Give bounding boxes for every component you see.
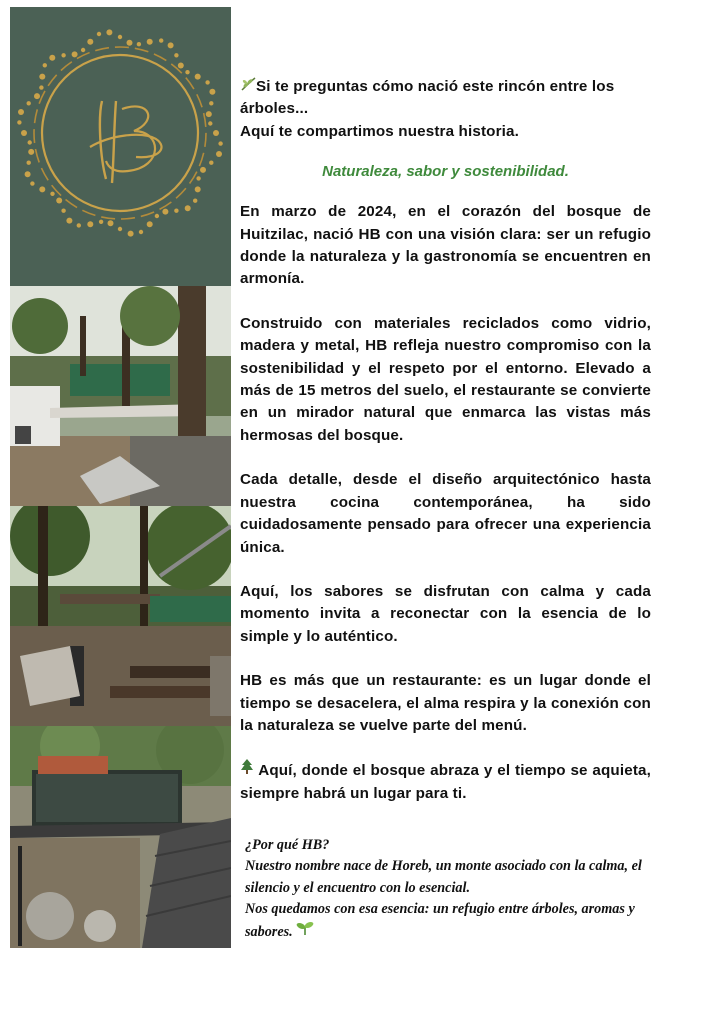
why-hb-section: [240, 835, 651, 943]
paragraph-5: HB es más que un restaurante: es un lugar donde el tiempo se desacelera, el alma respira y la conexión con la naturaleza se vuelve parte del menú.: [240, 672, 651, 734]
closing-paragraph: [240, 759, 651, 805]
paragraph-1: En marzo de 2024, en el corazón del bosque de Huitzilac, nació HB con una visión clara: ser un refugio donde la naturaleza y la gastronomía se encuentren en armonía.: [240, 203, 651, 288]
story-text-column: [240, 76, 651, 943]
photo-metal-structure: [10, 506, 231, 726]
intro: [240, 76, 651, 143]
evergreen-tree-icon: [240, 759, 254, 782]
paragraph-4: Aquí, los sabores se disfrutan con calma y cada momento invita a reconectar con la esencia de lo simple y lo auténtico.: [240, 582, 651, 645]
tagline: Naturaleza, sabor y sostenibilidad.: [322, 163, 569, 181]
seedling-icon: [296, 920, 314, 943]
intro-line-1: Si te preguntas cómo nació este rincón entre los árboles...: [240, 78, 615, 118]
intro-line-2: Aquí te compartimos nuestra historia.: [240, 122, 519, 140]
svg-text:HB: HB: [120, 266, 123, 268]
closing-text: Aquí, donde el bosque abraza y el tiempo se aquieta, siempre habrá un lugar para ti.: [240, 762, 651, 802]
why-hb-line-1: Nuestro nombre nace de Horeb, un monte asociado con la calma, el silencio y el encuentro con lo esencial.: [245, 858, 642, 896]
hb-logo: [10, 7, 231, 286]
why-hb-heading: ¿Por qué HB?: [245, 837, 330, 854]
why-hb-line-2-text: Nos quedamos con esa esencia: un refugio entre árboles, aromas y sabores.: [245, 900, 635, 940]
why-hb-line-2: [245, 899, 651, 943]
paragraph-3: Cada detalle, desde el diseño arquitectónico hasta nuestra cocina contemporánea, ha sido cuidadosamente pensado para ofrecer una experiencia única.: [240, 471, 651, 556]
photo-construction-site: [10, 286, 231, 506]
paragraph-2: Construido con materiales reciclados como vidrio, madera y metal, HB refleja nuestro compromiso con la sostenibilidad y el respeto por el entorno. Elevado a más de 15 metros del suelo, el restaurante se convierte en un mirador natural que enmarca las vistas más hermosas del bosque.: [240, 314, 651, 444]
herb-icon: [240, 76, 256, 98]
hb-logo-emblem: [10, 7, 231, 286]
left-image-column: [10, 7, 231, 948]
photo-glass-deck: [10, 726, 231, 948]
